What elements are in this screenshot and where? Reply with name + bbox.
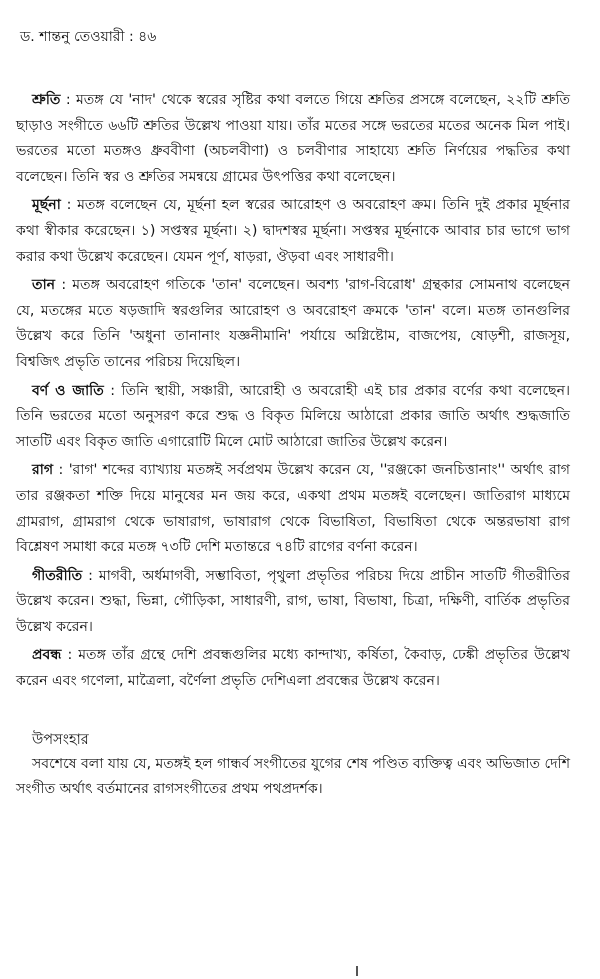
text-shruti: : মতঙ্গ যে 'নাদ' থেকে স্বরের সৃষ্টির কথা বলতে গিয়ে শ্রুতির প্রসঙ্গে বলেছেন, ২২টি শ্রুতি ছাড়াও সংগীতে ৬৬টি শ্রুতির উল্লেখ পাওয়া যায়। তাঁর মতের সঙ্গে ভরতের মতের অনেক মিল পাই। ভরতের মতো মতঙ্গও ধ্রুববীণা (অচলবীণা) ও চলবীণার সাহায্যে শ্রুতি নির্ণয়ের পদ্ধতির কথা বলেছেন। তিনি স্বর ও শ্রুতির সমন্বয়ে গ্রামের উৎপত্তির কথা বলেছেন। — [16, 92, 570, 185]
paragraph-taan — [16, 273, 570, 375]
text-taan: : মতঙ্গ অবরোহণ গতিকে 'তান' বলেছেন। অবশ্য 'রাগ-বিরোধ' গ্রন্থকার সোমনাথ বলেছেন যে, মতঙ্গের মতে ষড়জাদি স্বরগুলির আরোহণ ও অবরোহণ ক্রমকে 'তান' বলে। মতঙ্গ তানগুলির উল্লেখ করে তিনি 'অধুনা তানানাং যজ্ঞনীমানি' পর্যায়ে অগ্নিষ্টোম, বাজপেয়, ষোড়শী, রাজসূয়, বিশ্বজিৎ প্রভৃতি তানের পরিচয় দিয়েছিল। — [16, 277, 570, 370]
term-taan: তান — [32, 277, 56, 294]
paragraph-shruti — [16, 88, 570, 190]
page-edge-mark — [356, 966, 358, 976]
text-murchhana: : মতঙ্গ বলেছেন যে, মূর্ছনা হল স্বরের আরোহণ ও অবরোহণ ক্রম। তিনি দুই প্রকার মূর্ছনার কথা স্বীকার করেছেন। ১) সপ্তস্বর মূর্ছনা। ২) দ্বাদশস্বর মূর্ছনা। সপ্তস্বর মূর্ছনাকে আবার চার ভাগে ভাগ করার কথা উল্লেখ করেছেন। যেমন পূর্ণ, ষাড়রা, ঔড়বা এবং সাধারণী। — [16, 197, 570, 265]
paragraph-geetreeti — [16, 564, 570, 641]
term-prabandha: প্রবন্ধ — [32, 647, 62, 664]
running-head: ড. শান্তনু তেওয়ারী : ৪৬ — [20, 29, 157, 45]
text-prabandha: : মতঙ্গ তাঁর গ্রন্থে দেশি প্রবন্ধগুলির মধ্যে কান্দাখ্য, কর্ষিতা, কৈবাড়, ঢেঙ্কী প্রভৃতির উল্লেখ করেন এবং গণেলা, মাত্রৈলা, বর্ণৈলা প্রভৃতি দেশিএলা প্রবন্ধের উল্লেখ করেন। — [16, 647, 570, 690]
term-varna-jati: বর্ণ ও জাতি — [32, 382, 104, 399]
section-spacer — [16, 698, 570, 728]
paragraph-raag — [16, 458, 570, 560]
paragraph-murchhana — [16, 193, 570, 270]
conclusion-heading: উপসংহার — [32, 731, 89, 748]
text-geetreeti: : মাগবী, অর্ধমাগবী, সম্ভাবিতা, পৃথুলা প্রভৃতির পরিচয় দিয়ে প্রাচীন সাতটি গীতরীতির উল্লেখ করেন। শুদ্ধা, ভিন্না, গৌড়িকা, সাধারণী, রাগ, ভাষা, বিভাষা, চিত্রা, দক্ষিণী, বার্তিক প্রভৃতির উল্লেখ করেন। — [16, 567, 570, 635]
term-geetreeti: গীতরীতি — [32, 567, 83, 584]
paragraph-prabandha — [16, 643, 570, 694]
conclusion-text: সবশেষে বলা যায় যে, মতঙ্গই হল গান্ধর্ব সংগীতের যুগের শেষ পণ্ডিত ব্যক্তিত্ব এবং অভিজাত দেশি সংগীত অর্থাৎ বর্তমানের রাগসংগীতের প্রথম পথপ্রদর্শক। — [16, 755, 570, 798]
term-raag: রাগ — [32, 462, 54, 479]
term-shruti: শ্রুতি — [32, 92, 61, 108]
text-varna-jati: : তিনি স্থায়ী, সঞ্চারী, আরোহী ও অবরোহী এই চার প্রকার বর্ণের কথা বলেছেন। তিনি ভরতের মতো অনুসরণ করে শুদ্ধ ও বিকৃত মিলিয়ে আঠারো প্রকার জাতি অর্থাৎ শুদ্ধজাতি সাতটি এবং বিকৃত জাতি এগারোটি মিলে মোট আঠারো জাতির উল্লেখ করেন। — [16, 382, 570, 450]
term-murchhana: মূর্ছনা — [32, 197, 61, 214]
paragraph-varna-jati — [16, 379, 570, 456]
text-raag: : 'রাগ' শব্দের ব্যাখ্যায় মতঙ্গই সর্বপ্রথম উল্লেখ করেন যে, ''রঞ্জকো জনচিত্তানাং'' অর্থাৎ রাগ তার রঞ্জকতা শক্তি দিয়ে মানুষের মন জয় করে, একথা প্রথম মতঙ্গই বলেছেন। জাতিরাগ মাধ্যমে গ্রামরাগ, গ্রামরাগ থেকে ভাষারাগ, ভাষারাগ থেকে বিভাষিতা, বিভাষিতা থেকে অন্তরভাষা রাগ বিশ্লেষণ সমাধা করে মতঙ্গ ৭৩টি দেশি মতান্তরে ৭৪টি রাগের বর্ণনা করেন। — [16, 462, 570, 556]
